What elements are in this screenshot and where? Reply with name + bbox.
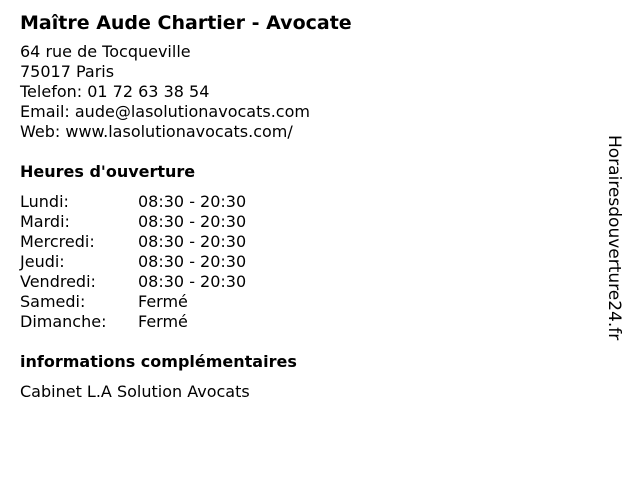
day-label: Dimanche: xyxy=(20,312,107,331)
business-name: Maître Aude Chartier - Avocate xyxy=(20,12,352,34)
hours-row-sunday xyxy=(20,312,600,332)
day-hours: 08:30 - 20:30 xyxy=(138,252,247,271)
additional-info-heading: informations complémentaires xyxy=(20,352,297,371)
opening-hours-table xyxy=(20,192,600,332)
web-line: Web: www.lasolutionavocats.com/ xyxy=(20,122,293,141)
phone-line: Telefon: 01 72 63 38 54 xyxy=(20,82,210,101)
contact-block xyxy=(20,42,600,142)
business-card xyxy=(20,10,600,402)
hours-row-monday xyxy=(20,192,600,212)
day-label: Lundi: xyxy=(20,192,69,211)
day-hours: 08:30 - 20:30 xyxy=(138,212,247,231)
site-watermark: Horairesdouverture24.fr xyxy=(604,135,624,341)
day-label: Jeudi: xyxy=(20,252,65,271)
hours-row-wednesday xyxy=(20,232,600,252)
city-line: 75017 Paris xyxy=(20,62,115,81)
day-hours: 08:30 - 20:30 xyxy=(138,192,247,211)
day-hours: 08:30 - 20:30 xyxy=(138,272,247,291)
additional-info-text: Cabinet L.A Solution Avocats xyxy=(20,382,250,401)
day-label: Mercredi: xyxy=(20,232,95,251)
day-hours: Fermé xyxy=(138,312,188,331)
day-label: Vendredi: xyxy=(20,272,96,291)
day-hours: 08:30 - 20:30 xyxy=(138,232,247,251)
hours-row-thursday xyxy=(20,252,600,272)
opening-hours-heading: Heures d'ouverture xyxy=(20,162,196,181)
day-label: Mardi: xyxy=(20,212,70,231)
hours-row-tuesday xyxy=(20,212,600,232)
day-label: Samedi: xyxy=(20,292,86,311)
email-line: Email: aude@lasolutionavocats.com xyxy=(20,102,310,121)
day-hours: Fermé xyxy=(138,292,188,311)
street-address: 64 rue de Tocqueville xyxy=(20,42,191,61)
hours-row-saturday xyxy=(20,292,600,312)
hours-row-friday xyxy=(20,272,600,292)
